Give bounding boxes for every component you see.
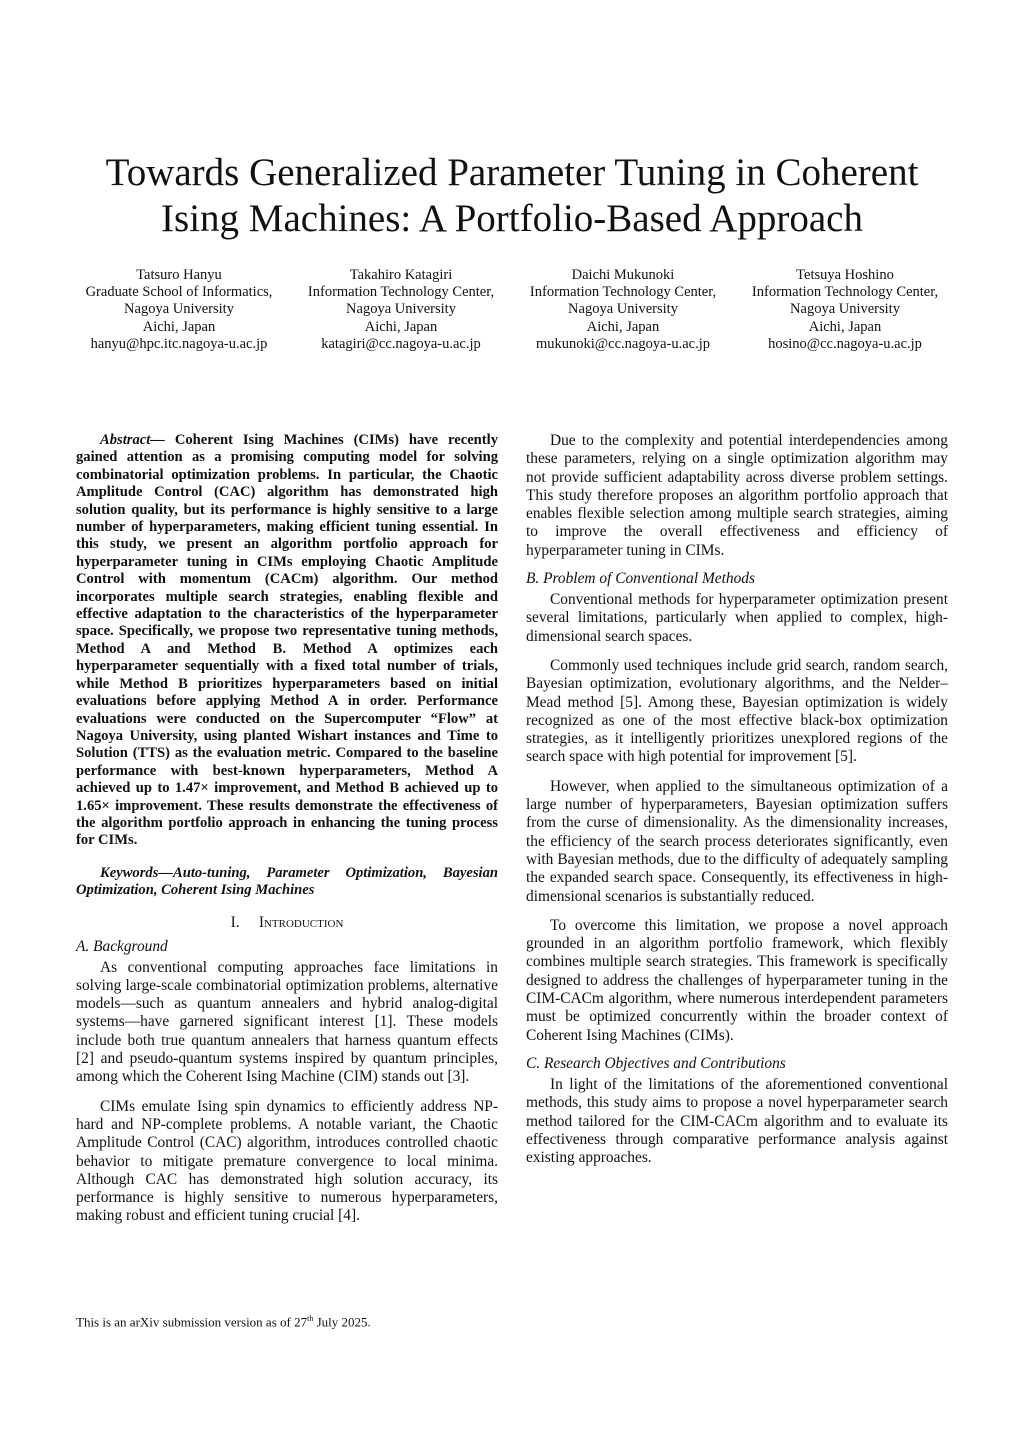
author-affiliation: Graduate School of Informatics, (85, 284, 273, 301)
section-title: Introduction (258, 913, 344, 931)
abstract-body: Coherent Ising Machines (CIMs) have recently gained attention as a promising computing model for solving combinatorial optimization problems. In particular, the Chaotic Amplitude Control (CAC) algorithm has demonstrated high solution quality, but its performance is highly sensitive to a large number of hyperparameters, making efficient tuning essential. In this study, we present an algorithm portfolio approach for hyperparameter tuning in CIMs employing Chaotic Amplitude Control with momentum (CACm) algorithm. Our method incorporates multiple search strategies, enabling flexible and effective adaptation to the characteristics of the hyperparameter space. Specifically, we propose two representative tuning methods, Method A and Method B. Method A optimizes each hyperparameter sequentially with a fixed total number of trials, while Method B prioritizes hyperparameters based on initial evaluations before applying Method A in order. Performance evaluations were conducted on the Supercomputer “Flow” at Nagoya University, using planted Wishart instances and Time to Solution (TTS) as the evaluation metric. Compared to the baseline performance with best-known hyperparameters, Method A achieved up to 1.47× improvement, and Method B achieved up to 1.65× improvement. These results demonstrate the effectiveness of the algorithm portfolio approach in enhancing the tuning process for CIMs. (76, 432, 498, 849)
author-2 (290, 267, 512, 353)
author-location: Aichi, Japan (586, 318, 660, 335)
paragraph: However, when applied to the simultaneous optimization of a large number of hyperparameters, Bayesian optimization suffers from the curse of dimensionality. As the dimensionality increases, the efficiency of the search process deteriorates significantly, even with Bayesian methods, due to the difficulty of adequately sampling the expanded search space. Consequently, its effectiveness in high-dimensional scenarios is substantially reduced. (526, 777, 948, 905)
author-name: Tetsuya Hoshino (796, 267, 894, 283)
subsection-heading-conventional-methods: B. Problem of Conventional Methods (526, 570, 755, 588)
author-location: Aichi, Japan (364, 318, 438, 335)
title-line-2: Ising Machines: A Portfolio-Based Approach (161, 197, 863, 240)
section-number: I. (230, 913, 240, 931)
author-location: Aichi, Japan (142, 318, 216, 335)
author-affiliation: Information Technology Center, (307, 284, 495, 301)
abstract-lead: Abstract— (100, 432, 165, 448)
abstract (76, 432, 498, 850)
author-location: Aichi, Japan (808, 318, 882, 335)
paragraph: CIMs emulate Ising spin dynamics to efficiently address NP-hard and NP-complete problems. A notable variant, the Chaotic Amplitude Control (CAC) algorithm, introduces controlled chaotic behavior to mitigate premature convergence to local minima. Although CAC has demonstrated high solution accuracy, its performance is highly sensitive to numerous hyperparameters, making robust and efficient tuning crucial [4]. (76, 1097, 498, 1225)
author-email: mukunoki@cc.nagoya-u.ac.jp (535, 335, 710, 352)
right-column (526, 432, 948, 1167)
author-4 (734, 267, 956, 353)
author-name: Daichi Mukunoki (571, 267, 675, 283)
author-institution: Nagoya University (124, 301, 234, 318)
author-affiliation: Information Technology Center, (751, 284, 939, 301)
author-block (68, 267, 956, 353)
author-email: katagiri@cc.nagoya-u.ac.jp (321, 335, 481, 352)
section-heading-introduction (76, 914, 498, 932)
subsection-heading-objectives: C. Research Objectives and Contributions (526, 1054, 786, 1072)
paragraph: Conventional methods for hyperparameter optimization present several limitations, particularly when applied to complex, high-dimensional search spaces. (526, 591, 948, 645)
paragraph: Due to the complexity and potential interdependencies among these parameters, relying on a single optimization algorithm may not provide sufficient adaptability across diverse problem settings. This study therefore proposes an algorithm portfolio approach that enables flexible selection among multiple search strategies, aiming to improve the overall effectiveness and efficiency of hyperparameter tuning in CIMs. (526, 432, 948, 559)
paragraph: In light of the limitations of the aforementioned conventional methods, this study aims to propose a novel hyperparameter search method tailored for the CIM-CACm algorithm and to evaluate its effectiveness through comparative performance analysis against existing approaches. (526, 1075, 948, 1167)
author-institution: Nagoya University (568, 301, 678, 318)
author-email: hosino@cc.nagoya-u.ac.jp (768, 335, 922, 352)
footnote-text-end: July 2025. (313, 1314, 371, 1330)
author-name: Tatsuro Hanyu (136, 267, 222, 283)
keywords: Keywords—Auto-tuning, Parameter Optimization, Bayesian Optimization, Coherent Ising Machines (76, 864, 498, 899)
paragraph: Commonly used techniques include grid search, random search, Bayesian optimization, evolutionary algorithms, and the Nelder–Mead method [5]. Among these, Bayesian optimization is widely recognized as one of the most effective black-box optimization strategies, as it intelligently prioritizes unexplored regions of the search space with high potential for improvement [5]. (526, 656, 948, 766)
author-name: Takahiro Katagiri (349, 267, 453, 283)
author-email: hanyu@hpc.itc.nagoya-u.ac.jp (90, 335, 268, 352)
footnote-superscript: th (307, 1314, 314, 1323)
footnote-text: This is an arXiv submission version as of 27 (76, 1314, 308, 1330)
left-column (76, 432, 498, 1226)
subsection-heading-background: A. Background (76, 937, 168, 955)
author-1 (68, 267, 290, 353)
author-institution: Nagoya University (346, 301, 456, 318)
title-line-1: Towards Generalized Parameter Tuning in Coherent (105, 151, 919, 194)
author-affiliation: Information Technology Center, (529, 284, 717, 301)
paragraph: To overcome this limitation, we propose a novel approach grounded in an algorithm portfolio framework, which flexibly combines multiple search strategies. This framework is specifically designed to address the challenges of hyperparameter tuning in the CIM-CACm algorithm, where numerous interdependent parameters must be optimized concurrently within the broader context of Coherent Ising Machines (CIMs). (526, 916, 948, 1044)
paragraph: As conventional computing approaches face limitations in solving large-scale combinatorial optimization problems, alternative models—such as quantum annealers and hybrid analog-digital systems—have garnered significant interest [1]. These models include both true quantum annealers that harness quantum effects [2] and pseudo-quantum systems inspired by quantum principles, among which the Coherent Ising Machine (CIM) stands out [3]. (76, 958, 498, 1086)
author-3 (512, 267, 734, 353)
paper-title (40, 150, 984, 242)
author-institution: Nagoya University (790, 301, 900, 318)
footnote (76, 1311, 371, 1330)
